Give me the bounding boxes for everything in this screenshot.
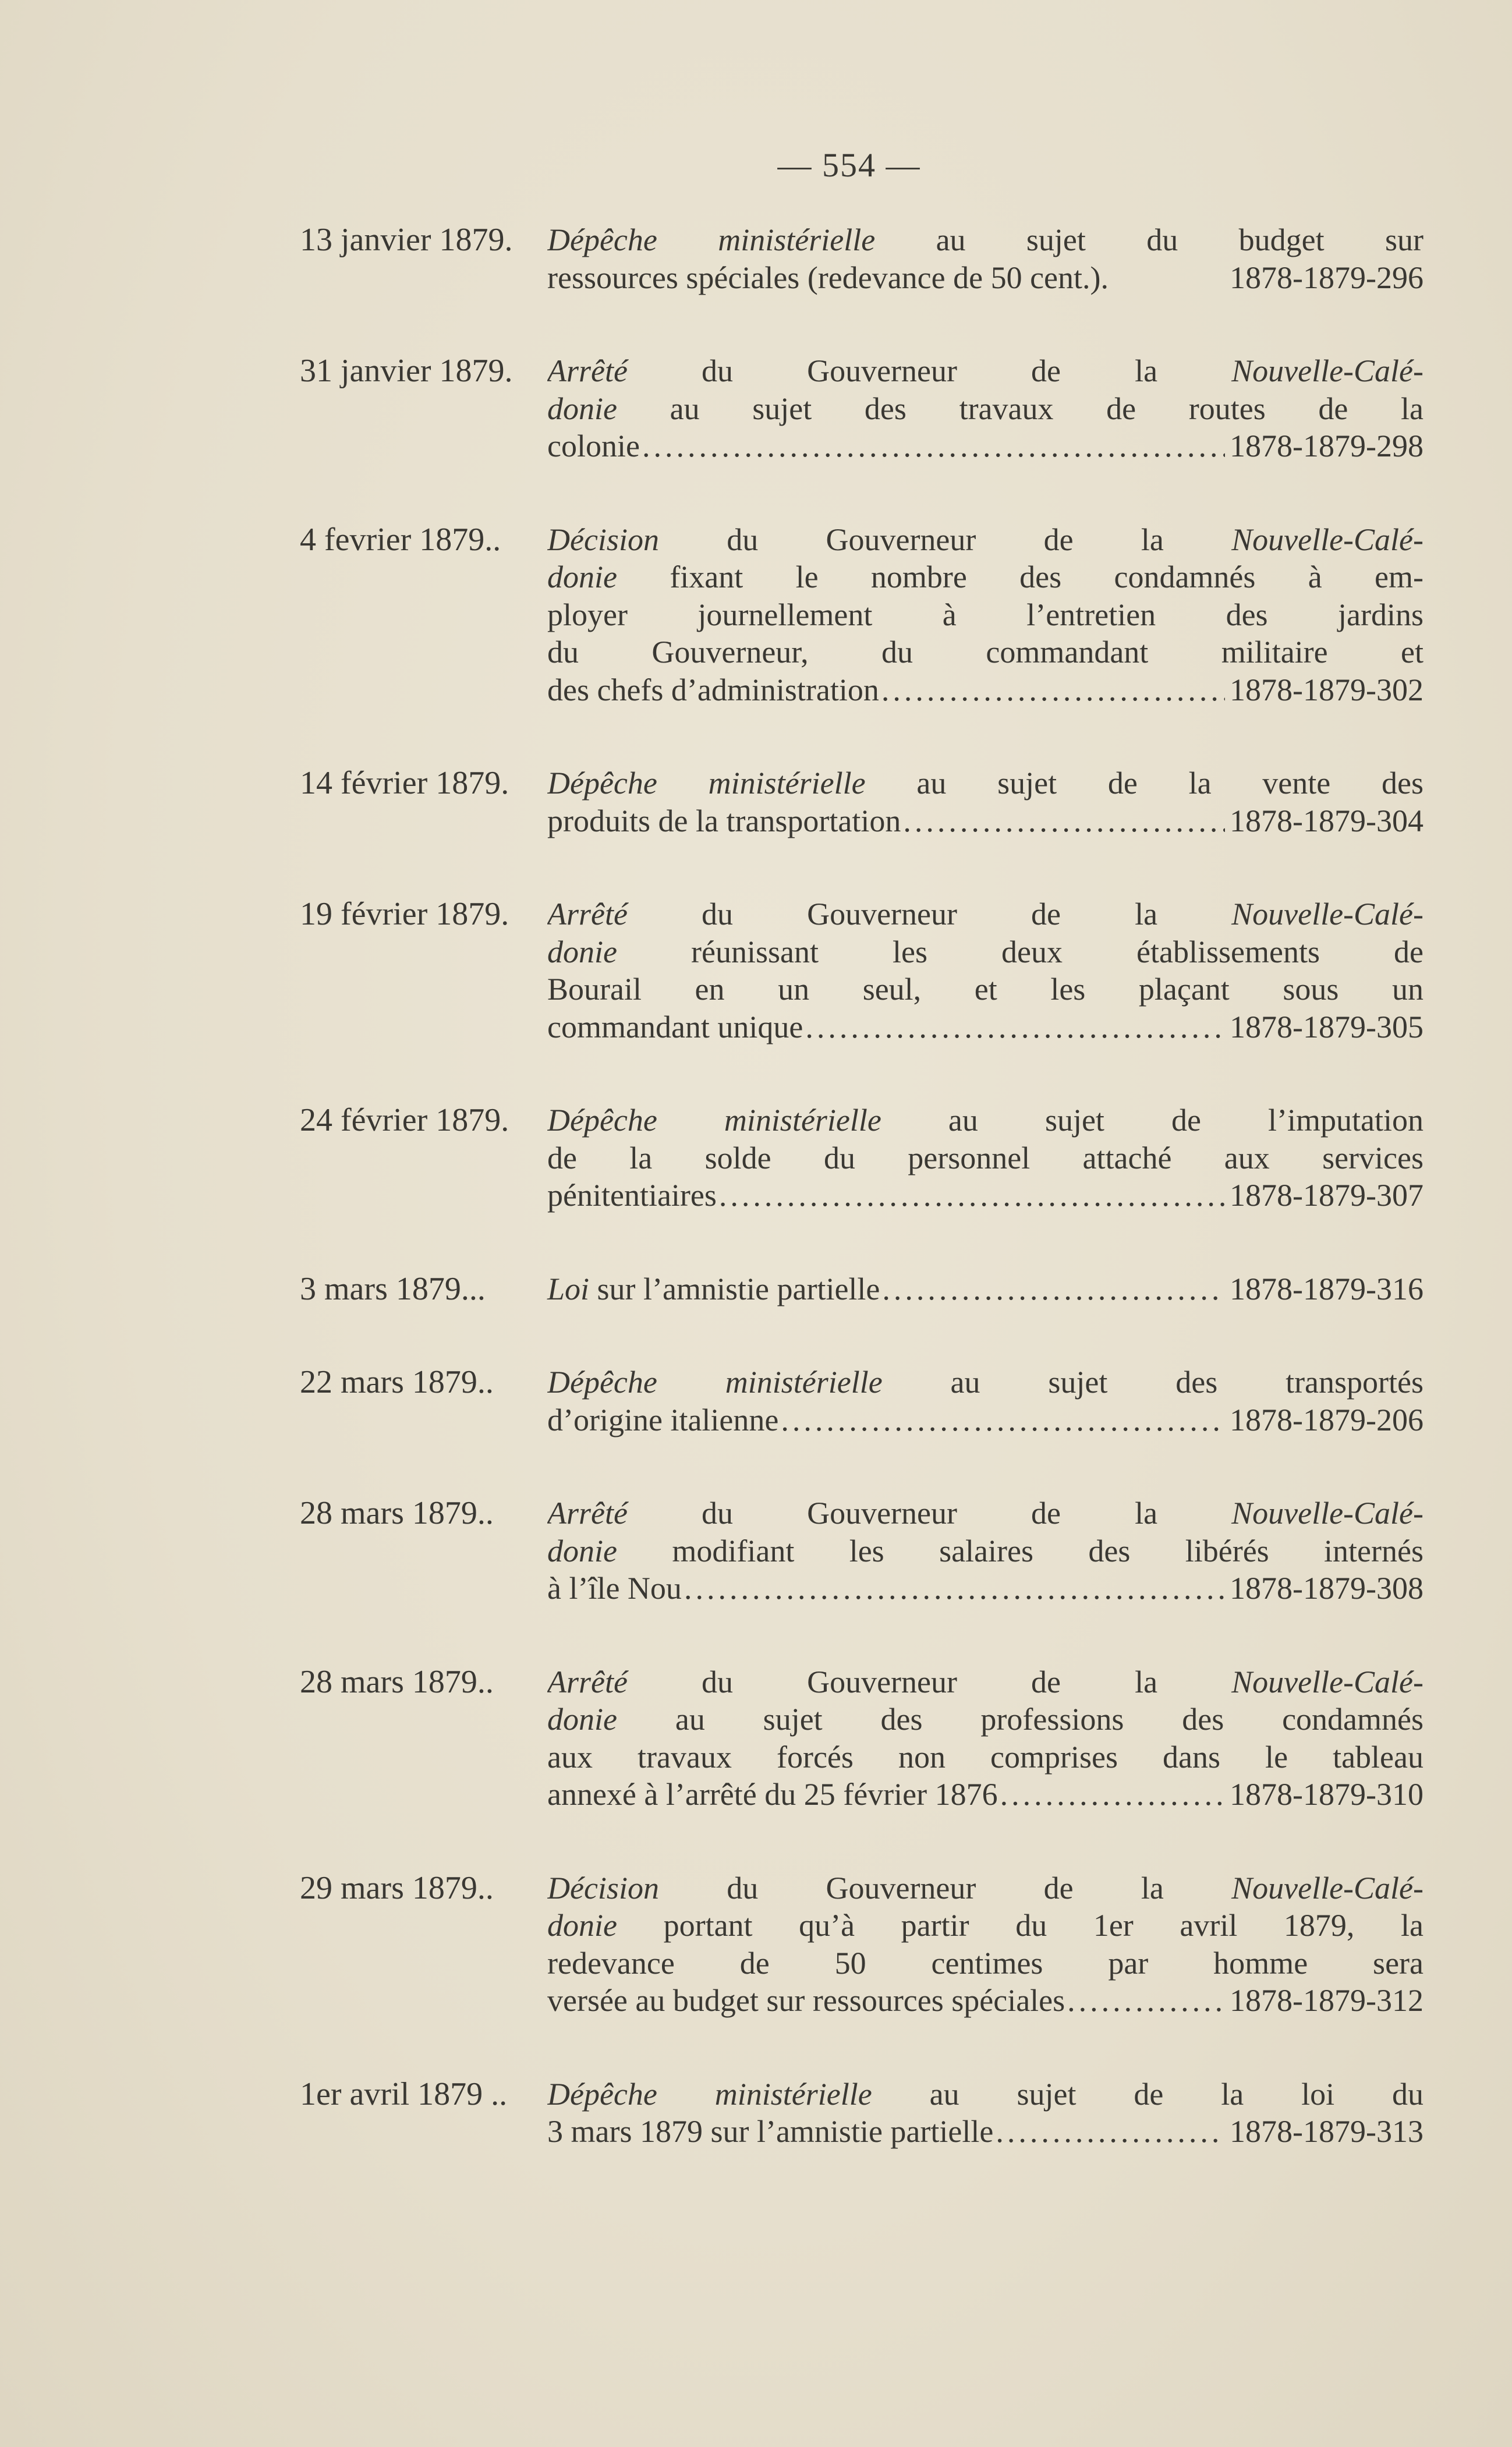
text-run: au sujet de l’imputation — [881, 1103, 1424, 1138]
entry-date: 24 février 1879. — [300, 1102, 509, 1138]
chronological-index — [300, 221, 1424, 2207]
description-last-line — [547, 671, 1424, 709]
dot-leader — [1067, 1982, 1225, 2020]
text-run: colonie — [547, 429, 640, 463]
text-run: annexé à l’arrêté du 25 février 1876 — [547, 1777, 998, 1812]
description-line — [547, 1701, 1424, 1738]
text-run: du Gouverneur de la — [627, 897, 1232, 932]
description-line — [547, 633, 1424, 671]
description-text — [547, 671, 879, 709]
reference-number: 1878-1879-310 — [1230, 1777, 1424, 1812]
index-entry — [300, 1869, 1424, 2020]
italic-text: Arrêté — [547, 1664, 628, 1699]
index-entry — [300, 1364, 1424, 1439]
description-line — [547, 1907, 1424, 1945]
text-run: du Gouverneur de la — [627, 1496, 1232, 1531]
index-entry — [300, 1102, 1424, 1214]
description-text — [547, 427, 640, 465]
index-entry — [300, 521, 1424, 709]
dot-leader — [1000, 1776, 1225, 1814]
entry-description — [547, 1364, 1424, 1439]
italic-text: Dépêche ministérielle — [547, 1103, 881, 1138]
text-run: ressources spéciales (redevance de 50 cent.). — [547, 260, 1109, 295]
description-last-line — [547, 1401, 1424, 1439]
text-run: d’origine italienne — [547, 1402, 779, 1437]
entry-date: 4 fevrier 1879.. — [300, 521, 501, 558]
entry-date: 28 mars 1879.. — [300, 1495, 494, 1531]
italic-text: donie — [547, 1533, 617, 1568]
italic-text: Loi — [547, 1271, 590, 1306]
italic-text: Arrêté — [547, 1496, 628, 1531]
entry-description — [547, 352, 1424, 465]
text-run: au sujet des transportés — [882, 1365, 1424, 1400]
text-run: ployer journellement à l’entretien des jardins — [547, 597, 1424, 632]
italic-text: Nouvelle-Calé- — [1231, 1664, 1424, 1699]
description-line — [547, 764, 1424, 802]
description-line — [547, 558, 1424, 596]
reference-number: 1878-1879-316 — [1230, 1271, 1424, 1306]
index-entry — [300, 764, 1424, 840]
reference-number: 1878-1879-302 — [1230, 672, 1424, 707]
entry-date: 22 mars 1879.. — [300, 1364, 494, 1400]
description-line — [547, 1945, 1424, 1982]
text-run: au sujet de la loi du — [872, 2076, 1424, 2112]
italic-text: donie — [547, 559, 617, 594]
description-line — [547, 895, 1424, 933]
dot-leader — [684, 1570, 1225, 1607]
text-run: modifiant les salaires des libérés internés — [617, 1533, 1424, 1568]
text-run: à l’île Nou — [547, 1571, 682, 1606]
index-entry — [300, 352, 1424, 465]
entry-date: 13 janvier 1879. — [300, 222, 513, 258]
text-run: pénitentiaires — [547, 1178, 717, 1213]
description-line — [547, 596, 1424, 634]
reference-number: 1878-1879-296 — [1230, 260, 1424, 295]
italic-text: Arrêté — [547, 897, 628, 932]
text-run: au sujet des professions des condamnés — [617, 1702, 1424, 1737]
entry-description — [547, 1495, 1424, 1607]
entry-date: 29 mars 1879.. — [300, 1869, 494, 1906]
text-run: du Gouverneur de la — [627, 1664, 1232, 1699]
description-last-line — [547, 1570, 1424, 1607]
index-entry — [300, 2076, 1424, 2151]
dot-leader — [805, 1008, 1225, 1046]
description-last-line — [547, 1008, 1424, 1046]
italic-text: donie — [547, 391, 617, 426]
text-run: au sujet des travaux de routes de la — [617, 391, 1424, 426]
description-last-line — [547, 427, 1424, 465]
description-last-line — [547, 1270, 1424, 1308]
description-line — [547, 221, 1424, 259]
index-entry — [300, 1663, 1424, 1814]
description-last-line — [547, 259, 1424, 297]
dot-leader — [881, 671, 1225, 709]
text-run: du Gouverneur de la — [658, 522, 1232, 557]
description-line — [547, 1663, 1424, 1701]
text-run: produits de la transportation — [547, 803, 901, 838]
italic-text: Dépêche ministérielle — [547, 766, 866, 801]
description-text — [547, 259, 1109, 297]
reference-number: 1878-1879-206 — [1230, 1402, 1424, 1437]
dot-leader — [719, 1177, 1225, 1214]
text-run: aux travaux forcés non comprises dans le tableau — [547, 1739, 1424, 1775]
italic-text: Nouvelle-Calé- — [1231, 522, 1424, 557]
entry-description — [547, 221, 1424, 296]
description-text — [547, 1982, 1065, 2020]
index-entry — [300, 221, 1424, 296]
text-run: du Gouverneur, du commandant militaire et — [547, 635, 1424, 670]
italic-text: Dépêche ministérielle — [547, 1365, 883, 1400]
text-run: 3 mars 1879 sur l’amnistie partielle — [547, 2114, 994, 2149]
description-last-line — [547, 1982, 1424, 2020]
entry-date: 19 février 1879. — [300, 896, 509, 932]
dot-leader — [781, 1401, 1225, 1439]
reference-number: 1878-1879-305 — [1230, 1009, 1424, 1044]
reference-number: 1878-1879-298 — [1230, 429, 1424, 463]
text-run: au sujet de la vente des — [865, 766, 1424, 801]
italic-text: Nouvelle-Calé- — [1231, 1870, 1424, 1906]
text-run: des chefs d’administration — [547, 672, 879, 707]
text-run: au sujet du budget sur — [875, 222, 1424, 257]
entry-date: 1er avril 1879 .. — [300, 2076, 508, 2112]
description-text — [547, 1177, 717, 1214]
description-last-line — [547, 802, 1424, 840]
italic-text: donie — [547, 934, 617, 969]
description-line — [547, 390, 1424, 428]
entry-description — [547, 2076, 1424, 2151]
page-number: — 554 — — [777, 146, 921, 184]
reference-number: 1878-1879-304 — [1230, 803, 1424, 838]
italic-text: Dépêche ministérielle — [547, 222, 876, 257]
description-text — [547, 1401, 778, 1439]
text-run: réunissant les deux établissements de — [617, 934, 1424, 969]
description-line — [547, 352, 1424, 390]
text-run: versée au budget sur ressources spéciales — [547, 1983, 1065, 2018]
description-line — [547, 2076, 1424, 2113]
text-run: commandant unique — [547, 1009, 803, 1044]
dot-leader — [903, 802, 1225, 840]
text-run: sur l’amnistie partielle — [589, 1271, 880, 1306]
italic-text: Arrêté — [547, 353, 628, 388]
entry-description — [547, 1663, 1424, 1814]
description-text — [547, 2113, 993, 2151]
text-run: redevance de 50 centimes par homme sera — [547, 1945, 1424, 1981]
entry-date: 31 janvier 1879. — [300, 353, 513, 389]
dot-leader — [996, 2113, 1225, 2151]
description-line — [547, 933, 1424, 971]
italic-text: donie — [547, 1702, 617, 1737]
entry-description — [547, 1869, 1424, 2020]
index-entry — [300, 1495, 1424, 1607]
entry-date: 28 mars 1879.. — [300, 1663, 494, 1700]
text-run: de la solde du personnel attaché aux services — [547, 1140, 1424, 1175]
entry-description — [547, 521, 1424, 709]
text-run: Bourail en un seul, et les plaçant sous un — [547, 972, 1424, 1007]
italic-text: Nouvelle-Calé- — [1231, 897, 1424, 932]
description-text — [547, 802, 901, 840]
italic-text: Décision — [547, 522, 659, 557]
entry-date: 14 février 1879. — [300, 765, 509, 801]
reference-number: 1878-1879-307 — [1230, 1178, 1424, 1213]
description-line — [547, 521, 1424, 559]
text-run: portant qu’à partir du 1er avril 1879, la — [617, 1908, 1424, 1943]
reference-number: 1878-1879-313 — [1230, 2114, 1424, 2149]
description-line — [547, 1495, 1424, 1532]
description-last-line — [547, 1776, 1424, 1814]
index-entry — [300, 1270, 1424, 1308]
reference-number: 1878-1879-308 — [1230, 1571, 1424, 1606]
italic-text: Décision — [547, 1870, 659, 1906]
reference-number: 1878-1879-312 — [1230, 1983, 1424, 2018]
description-last-line — [547, 1177, 1424, 1214]
entry-date: 3 mars 1879... — [300, 1270, 486, 1307]
description-text — [547, 1008, 803, 1046]
description-text — [547, 1776, 998, 1814]
entry-description — [547, 1270, 1424, 1308]
text-run: fixant le nombre des condamnés à em- — [617, 559, 1424, 594]
entry-description — [547, 895, 1424, 1046]
entry-description — [547, 1102, 1424, 1214]
description-line — [547, 1869, 1424, 1907]
description-text — [547, 1570, 682, 1607]
italic-text: Nouvelle-Calé- — [1231, 1496, 1424, 1531]
description-line — [547, 1738, 1424, 1776]
dot-leader — [882, 1270, 1225, 1308]
text-run: du Gouverneur de la — [627, 353, 1232, 388]
description-line — [547, 1364, 1424, 1401]
index-entry — [300, 895, 1424, 1046]
dot-leader — [642, 427, 1225, 465]
description-text — [547, 1270, 880, 1308]
description-last-line — [547, 2113, 1424, 2151]
description-line — [547, 1532, 1424, 1570]
text-run: du Gouverneur de la — [658, 1870, 1232, 1906]
italic-text: Nouvelle-Calé- — [1231, 353, 1424, 388]
entry-description — [547, 764, 1424, 840]
description-line — [547, 971, 1424, 1008]
description-line — [547, 1102, 1424, 1139]
description-line — [547, 1139, 1424, 1177]
italic-text: Dépêche ministérielle — [547, 2076, 872, 2112]
italic-text: donie — [547, 1908, 617, 1943]
